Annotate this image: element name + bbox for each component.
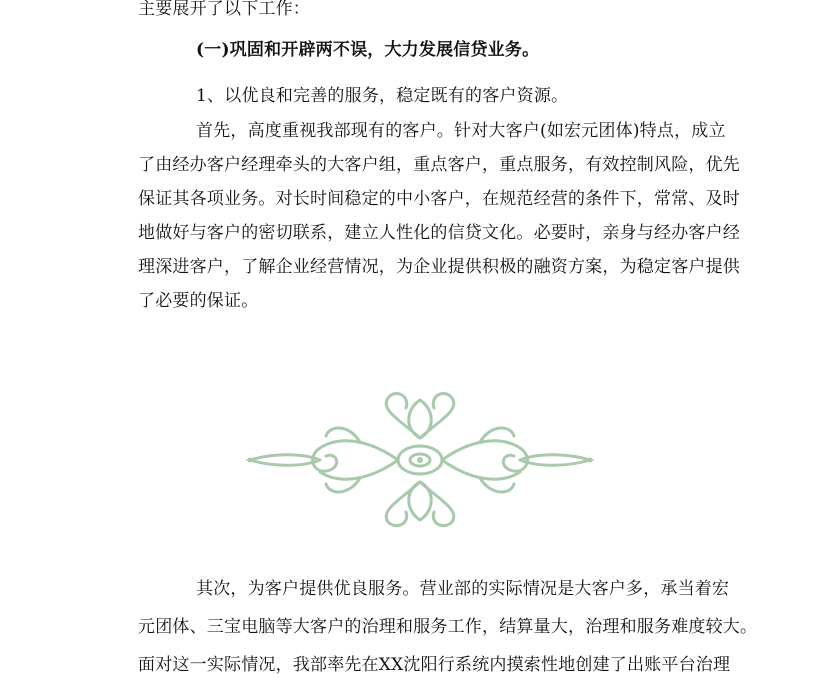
paragraph-line: 理深进客户，了解企业经营情况，为企业提供积极的融资方案，为稳定客户提供 bbox=[138, 257, 740, 277]
paragraph-2 bbox=[138, 570, 758, 684]
paragraph-line: 面对这一实际情况，我部率先在XX沈阳行系统内摸索性地创建了出账平台治理 bbox=[138, 655, 731, 675]
paragraph-line: 地做好与客户的密切联系，建立人性化的信贷文化。必要时，亲身与经办客户经 bbox=[138, 223, 740, 243]
section-heading: (一)巩固和开辟两不误，大力发展信贷业务。 bbox=[196, 40, 540, 60]
paragraph-line: 了由经办客户经理牵头的大客户组，重点客户，重点服务，有效控制风险，优先 bbox=[138, 155, 740, 175]
ornamental-divider bbox=[0, 380, 840, 530]
paragraph-line: 其次，为客户提供优良服务。营业部的实际情况是大客户多，承当着宏 bbox=[196, 579, 730, 599]
subsection-heading: 1、以优良和完善的服务，稳定既有的客户资源。 bbox=[196, 86, 569, 106]
paragraph-1 bbox=[138, 114, 740, 318]
paragraph-line: 元团体、三宝电脑等大客户的治理和服务工作，结算量大，治理和服务难度较大。 bbox=[138, 617, 758, 637]
intro-text: 主要展开了以下工作： bbox=[138, 0, 310, 19]
paragraph-line: 首先，高度重视我部现有的客户。针对大客户(如宏元团体)特点，成立 bbox=[196, 121, 726, 141]
paragraph-line: 保证其各项业务。对长时间稳定的中小客户，在规范经营的条件下，常常、及时 bbox=[138, 189, 740, 209]
paragraph-line: 了必要的保证。 bbox=[138, 291, 259, 311]
